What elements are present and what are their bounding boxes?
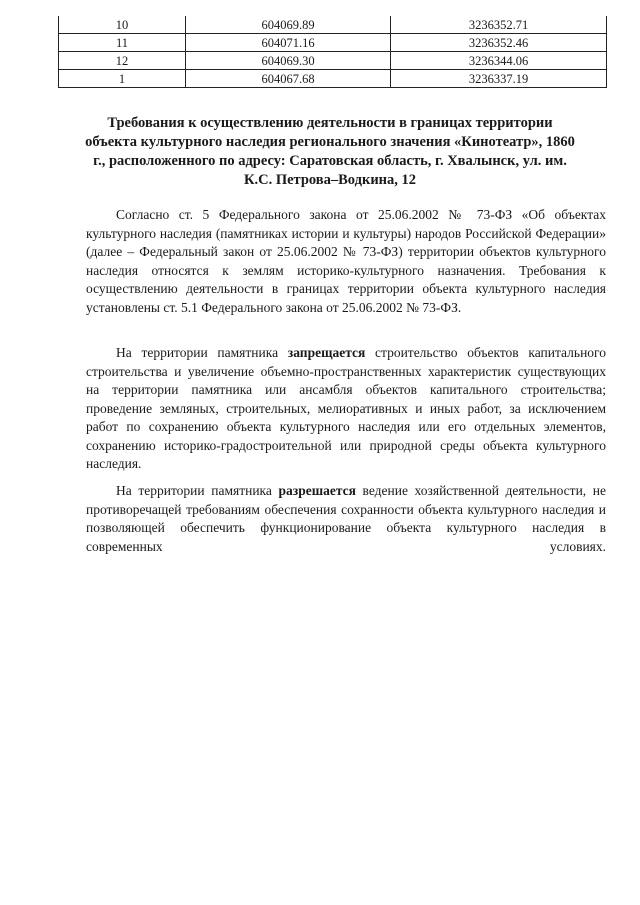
table-row <box>59 34 607 52</box>
paragraph-permissions <box>86 482 606 556</box>
table-row <box>59 52 607 70</box>
permitted-keyword: разрешается <box>278 483 356 498</box>
x-coordinate-cell: 604067.68 <box>186 70 391 88</box>
y-coordinate-cell: 3236344.06 <box>391 52 607 70</box>
table-row <box>59 16 607 34</box>
paragraph-body: строительство объектов капитального строительства и увеличение объемно-пространственных характеристик существующих на территории памятника или ансамбля объектов капитального строительства; проведение земляных, строительных, мелиоративных и иных работ, за исключением работ по сохранению объекта культурного наследия или его отдельных элементов, сохранению историко-градостроительной или природной среды объекта культурного наследия. <box>86 345 606 471</box>
x-coordinate-cell: 604069.30 <box>186 52 391 70</box>
section-title: Требования к осуществлению деятельности в границах территории объекта культурного наследия регионального значения «Кинотеатр», 1860 г., расположенного по адресу: Саратовская область, г. Хвалынск, ул. им. К.С. Петрова–Водкина, 12 <box>85 115 575 188</box>
coordinates-table <box>58 16 607 88</box>
paragraph-body: ведение хозяйственной деятельности, не противоречащей требованиям обеспечения сохранности объекта культурного наследия и позволяющей обеспечить функционирование объекта культурного наследия в современных условиях. <box>86 483 606 554</box>
table-row <box>59 70 607 88</box>
y-coordinate-cell: 3236352.71 <box>391 16 607 34</box>
paragraph-legal-basis: Согласно ст. 5 Федерального закона от 25.06.2002 № 73-ФЗ «Об объектах культурного наследия (памятниках истории и культуры) народов Российской Федерации» (далее – Федеральный закон от 25.06.2002 № 73-ФЗ) территории объектов культурного наследия относятся к землям историко-культурного назначения. Требования к осуществлению деятельности в границах территории объекта культурного наследия установлены ст. 5.1 Федерального закона от 25.06.2002 № 73-ФЗ. <box>86 207 606 315</box>
paragraph-prohibitions <box>86 344 606 474</box>
paragraph-lead: На территории памятника <box>116 345 288 360</box>
point-number-cell: 11 <box>59 34 186 52</box>
y-coordinate-cell: 3236337.19 <box>391 70 607 88</box>
point-number-cell: 1 <box>59 70 186 88</box>
prohibited-keyword: запрещается <box>287 345 366 360</box>
x-coordinate-cell: 604069.89 <box>186 16 391 34</box>
x-coordinate-cell: 604071.16 <box>186 34 391 52</box>
paragraph-lead: На территории памятника <box>116 483 279 498</box>
point-number-cell: 10 <box>59 16 186 34</box>
y-coordinate-cell: 3236352.46 <box>391 34 607 52</box>
point-number-cell: 12 <box>59 52 186 70</box>
